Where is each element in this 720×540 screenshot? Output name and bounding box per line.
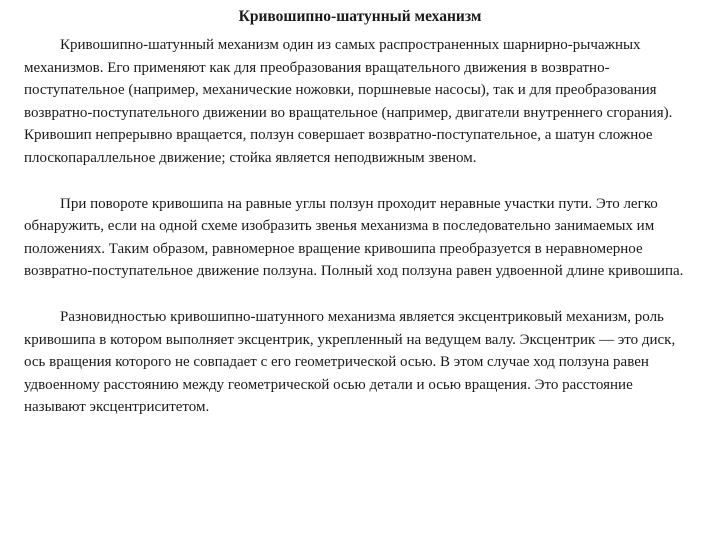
paragraph-definition: Кривошипно-шатунный механизм один из самых распространенных шарнирно-рычажных механизмов. Его применяют как для преобразования вращательного движения в возвратно-поступательное (например, механические ножовки, поршневые насосы), так и для преобразования возвратно-поступательного движении во вращательное (например, двигатели внутреннего сгорания). Кривошип непрерывно вращается, ползун совершает возвратно-поступательное, а шатун сложное плоскопараллельное движение; стойка является неподвижным звеном. bbox=[24, 37, 673, 166]
paragraph-eccentric: Разновидностью кривошипно-шатунного механизма является эксцентриковый механизм, роль кривошипа в котором выполняет эксцентрик, укрепленный на ведущем валу. Эксцентрик — это диск, ось вращения которого не совпадает с его геометрической осью. В этом случае ход ползуна равен удвоенному расстоянию между геометрической осью детали и осью вращения. Это расстояние называют эксцентриситетом. bbox=[24, 308, 676, 416]
document-page bbox=[24, 6, 696, 419]
paragraph-crank-rotation: При повороте кривошипа на равные углы ползун проходит неравные участки пути. Это легко обнаружить, если на одной схеме изобразить звенья механизма в последовательно занимаемых им положениях. Таким образом, равномерное вращение кривошипа преобразуется в неравномерное возвратно-поступательное движение ползуна. Полный ход ползуна равен удвоенной длине кривошипа. bbox=[24, 195, 684, 280]
page-title: Кривошипно-шатунный механизм bbox=[238, 8, 482, 25]
